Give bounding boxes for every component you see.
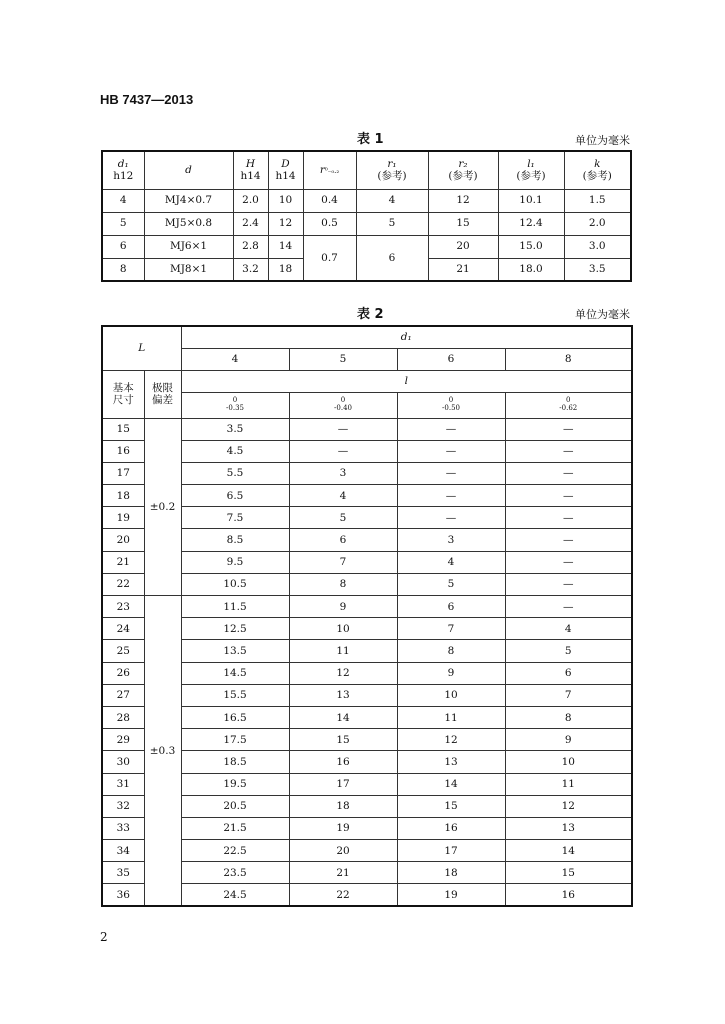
l-value-cell: 8.5 [181, 529, 289, 551]
table1-cell: 12 [268, 212, 303, 235]
table2-row [102, 817, 632, 839]
tolerance-cell: 0 -0.40 [289, 392, 397, 418]
table2-row [102, 751, 632, 773]
table2-tolerance-row [102, 392, 632, 418]
l-value-cell: 15.5 [181, 684, 289, 706]
l-value-cell: 9.5 [181, 551, 289, 573]
limit-deviation-cell: ±0.2 [144, 418, 181, 596]
table1-cell: MJ8×1 [144, 258, 233, 281]
l-header: l [404, 374, 408, 387]
l-value-cell: 8 [397, 640, 505, 662]
l-value-cell: 3 [397, 529, 505, 551]
table1-header-cell: D h14 [268, 151, 303, 189]
basic-size-cell: 22 [102, 573, 144, 595]
basic-size-cell: 28 [102, 706, 144, 728]
basic-size-cell: 24 [102, 618, 144, 640]
table1-cell: 6 [356, 235, 428, 281]
table1-cell: 0.4 [303, 189, 356, 212]
l-value-cell: 8 [289, 573, 397, 595]
d1-value-cell: 5 [289, 348, 397, 370]
table1-cell: 12.4 [498, 212, 564, 235]
l-value-cell: 11 [289, 640, 397, 662]
l-value-cell: — [505, 440, 632, 462]
table1-cell: 15 [428, 212, 498, 235]
basic-size-cell: 31 [102, 773, 144, 795]
l-value-cell: 21 [289, 862, 397, 884]
l-value-cell: 7 [289, 551, 397, 573]
l-value-cell: 5 [289, 507, 397, 529]
table1-cell: 2.8 [233, 235, 268, 258]
l-value-cell: — [505, 462, 632, 484]
l-value-cell: 13 [397, 751, 505, 773]
l-value-cell: 19 [397, 884, 505, 906]
l-value-cell: — [397, 507, 505, 529]
table1-cell: 10.1 [498, 189, 564, 212]
table1-cell: 3.0 [564, 235, 631, 258]
l-value-cell: — [505, 507, 632, 529]
l-value-cell: — [397, 485, 505, 507]
l-value-cell: 19.5 [181, 773, 289, 795]
l-value-cell: 6 [289, 529, 397, 551]
basic-size-cell: 15 [102, 418, 144, 440]
d1-value-cell: 8 [505, 348, 632, 370]
l-value-cell: 14 [289, 706, 397, 728]
table1-row [102, 235, 631, 258]
l-value-cell: 8 [505, 706, 632, 728]
l-value-cell: 11 [397, 706, 505, 728]
l-value-cell: 6.5 [181, 485, 289, 507]
l-value-cell: 20 [289, 840, 397, 862]
l-value-cell: — [505, 418, 632, 440]
tolerance-cell: 0 -0.35 [181, 392, 289, 418]
l-value-cell: 5 [505, 640, 632, 662]
table1-cell: 2.0 [564, 212, 631, 235]
basic-size-cell: 33 [102, 817, 144, 839]
limit-deviation-cell: ±0.3 [144, 596, 181, 907]
table2-row [102, 884, 632, 906]
l-value-cell: — [397, 440, 505, 462]
table1-cell: 18.0 [498, 258, 564, 281]
l-value-cell: 20.5 [181, 795, 289, 817]
l-value-cell: 16.5 [181, 706, 289, 728]
table2-row [102, 485, 632, 507]
basic-size-cell: 36 [102, 884, 144, 906]
table2-header-row [102, 326, 632, 348]
l-value-cell: 10 [289, 618, 397, 640]
l-value-cell: 24.5 [181, 884, 289, 906]
l-value-cell: 13 [505, 817, 632, 839]
l-value-cell: 15 [505, 862, 632, 884]
table1-cell: 8 [102, 258, 144, 281]
table-2 [101, 325, 633, 907]
table1-cell: MJ6×1 [144, 235, 233, 258]
l-value-cell: 3 [289, 462, 397, 484]
basic-size-cell: 27 [102, 684, 144, 706]
table1-header-cell: H h14 [233, 151, 268, 189]
standard-number: HB 7437—2013 [100, 92, 194, 107]
basic-size-cell: 32 [102, 795, 144, 817]
basic-size-cell: 30 [102, 751, 144, 773]
table2-row [102, 618, 632, 640]
table1-cell: 2.4 [233, 212, 268, 235]
l-value-cell: 3.5 [181, 418, 289, 440]
table1-cell: MJ5×0.8 [144, 212, 233, 235]
table2-row [102, 418, 632, 440]
basic-size-cell: 21 [102, 551, 144, 573]
l-value-cell: 22 [289, 884, 397, 906]
table2-row [102, 773, 632, 795]
basic-size-cell: 20 [102, 529, 144, 551]
table2-row [102, 840, 632, 862]
table1-row [102, 212, 631, 235]
l-value-cell: 13.5 [181, 640, 289, 662]
l-value-cell: 16 [397, 817, 505, 839]
l-value-cell: 10.5 [181, 573, 289, 595]
table1-cell: 1.5 [564, 189, 631, 212]
l-value-cell: 4 [397, 551, 505, 573]
table1-caption: 表 1 [357, 132, 384, 147]
table1-header-cell: r₂ (参考) [428, 151, 498, 189]
l-value-cell: 16 [505, 884, 632, 906]
l-value-cell: 18 [397, 862, 505, 884]
basic-size-cell: 35 [102, 862, 144, 884]
l-value-cell: 9 [505, 729, 632, 751]
table1-unit: 单位为毫米 [575, 134, 630, 147]
table2-row [102, 706, 632, 728]
l-value-cell: 14.5 [181, 662, 289, 684]
d1-header: d₁ [400, 331, 412, 344]
table1-header-cell: r⁰₋₀.₂ [303, 151, 356, 189]
table1-cell: 3.2 [233, 258, 268, 281]
basic-size-cell: 34 [102, 840, 144, 862]
l-value-cell: — [397, 418, 505, 440]
l-value-cell: 14 [397, 773, 505, 795]
l-value-cell: 21.5 [181, 817, 289, 839]
table1-cell: 18 [268, 258, 303, 281]
l-value-cell: 5 [397, 573, 505, 595]
table2-row [102, 573, 632, 595]
table1-header-cell: l₁ (参考) [498, 151, 564, 189]
l-value-cell: 7 [397, 618, 505, 640]
l-value-cell: 23.5 [181, 862, 289, 884]
table1-cell: 12 [428, 189, 498, 212]
table1-cell: 2.0 [233, 189, 268, 212]
l-value-cell: 12 [289, 662, 397, 684]
basic-size-cell: 16 [102, 440, 144, 462]
l-value-cell: 16 [289, 751, 397, 773]
basic-size-cell: 18 [102, 485, 144, 507]
page-number: 2 [100, 930, 108, 944]
table2-caption: 表 2 [357, 307, 384, 322]
basic-size-cell: 23 [102, 596, 144, 618]
l-value-cell: 6 [505, 662, 632, 684]
table1-cell: 3.5 [564, 258, 631, 281]
table1-cell: 20 [428, 235, 498, 258]
table2-row [102, 862, 632, 884]
l-value-cell: 5.5 [181, 462, 289, 484]
l-value-cell: 14 [505, 840, 632, 862]
l-value-cell: — [289, 440, 397, 462]
l-value-cell: 15 [397, 795, 505, 817]
table1-cell: 14 [268, 235, 303, 258]
table1-row [102, 189, 631, 212]
tolerance-cell: 0 -0.50 [397, 392, 505, 418]
l-value-cell: 22.5 [181, 840, 289, 862]
l-value-cell: 4 [505, 618, 632, 640]
l-value-cell: — [289, 418, 397, 440]
basic-size-cell: 17 [102, 462, 144, 484]
l-value-cell: — [505, 573, 632, 595]
table2-row [102, 551, 632, 573]
table2-row [102, 662, 632, 684]
l-value-cell: 6 [397, 596, 505, 618]
l-value-cell: 18.5 [181, 751, 289, 773]
l-value-cell: 9 [397, 662, 505, 684]
l-value-cell: 18 [289, 795, 397, 817]
basic-size-cell: 29 [102, 729, 144, 751]
basic-size-cell: 19 [102, 507, 144, 529]
l-value-cell: 17 [289, 773, 397, 795]
table1-cell: 5 [356, 212, 428, 235]
l-value-cell: 7.5 [181, 507, 289, 529]
l-value-cell: 15 [289, 729, 397, 751]
table1-cell: 10 [268, 189, 303, 212]
table2-row [102, 596, 632, 618]
table1-cell: 0.5 [303, 212, 356, 235]
table1-cell: MJ4×0.7 [144, 189, 233, 212]
l-value-cell: 7 [505, 684, 632, 706]
l-value-cell: 17.5 [181, 729, 289, 751]
table-1 [101, 150, 632, 282]
table2-row [102, 440, 632, 462]
table2-row [102, 640, 632, 662]
limit-deviation-header: 极限偏差 [144, 370, 181, 418]
table2-d1-row [102, 348, 632, 370]
l-value-cell: 12.5 [181, 618, 289, 640]
table2-row [102, 795, 632, 817]
basic-size-header: 基本尺寸 [102, 370, 144, 418]
l-value-cell: 4.5 [181, 440, 289, 462]
d1-value-cell: 4 [181, 348, 289, 370]
l-value-cell: 19 [289, 817, 397, 839]
l-value-cell: 11 [505, 773, 632, 795]
table1-cell: 4 [356, 189, 428, 212]
table1-cell: 6 [102, 235, 144, 258]
l-value-cell: 11.5 [181, 596, 289, 618]
basic-size-cell: 26 [102, 662, 144, 684]
l-value-cell: — [505, 529, 632, 551]
table2-row [102, 684, 632, 706]
table1-header-cell: d [144, 151, 233, 189]
l-value-cell: 10 [505, 751, 632, 773]
table1-cell: 0.7 [303, 235, 356, 281]
l-value-cell: 4 [289, 485, 397, 507]
l-value-cell: 12 [505, 795, 632, 817]
tolerance-cell: 0 -0.62 [505, 392, 632, 418]
d1-value-cell: 6 [397, 348, 505, 370]
l-value-cell: — [505, 485, 632, 507]
basic-size-cell: 25 [102, 640, 144, 662]
table1-cell: 5 [102, 212, 144, 235]
table1-header-cell: d₁ h12 [102, 151, 144, 189]
l-value-cell: 17 [397, 840, 505, 862]
table1-header-cell: r₁ (参考) [356, 151, 428, 189]
table1-header-cell: k (参考) [564, 151, 631, 189]
table2-row [102, 507, 632, 529]
l-value-cell: — [505, 596, 632, 618]
l-value-cell: — [505, 551, 632, 573]
table1-cell: 15.0 [498, 235, 564, 258]
l-value-cell: — [397, 462, 505, 484]
table1-header-row [102, 151, 631, 189]
l-value-cell: 12 [397, 729, 505, 751]
table1-cell: 21 [428, 258, 498, 281]
L-header: L [138, 342, 146, 355]
table2-row [102, 529, 632, 551]
table2-l-row [102, 370, 632, 392]
l-value-cell: 10 [397, 684, 505, 706]
table2-row [102, 462, 632, 484]
l-value-cell: 9 [289, 596, 397, 618]
table1-cell: 4 [102, 189, 144, 212]
table2-unit: 单位为毫米 [575, 308, 630, 321]
l-value-cell: 13 [289, 684, 397, 706]
table2-row [102, 729, 632, 751]
